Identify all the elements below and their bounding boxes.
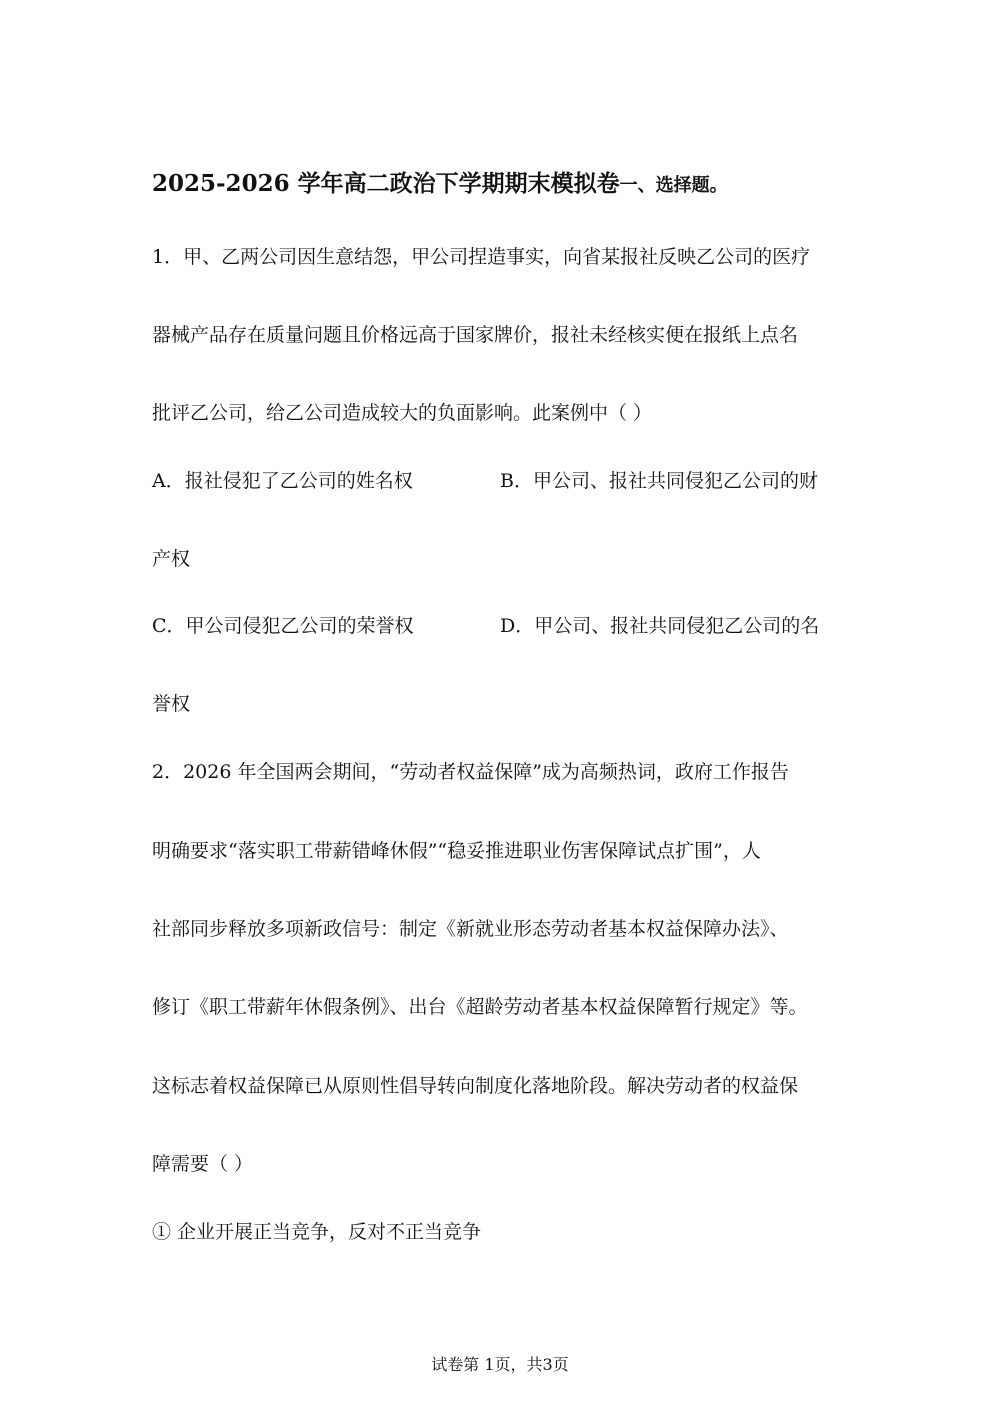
q1-option-c: C．甲公司侵犯乙公司的荣誉权: [152, 615, 414, 637]
q2-stem-line-6: 障需要（ ）: [152, 1153, 254, 1175]
q2-stem-line-1: 2．2026 年全国两会期间，“劳动者权益保障”成为高频热词，政府工作报告: [152, 761, 789, 783]
section-heading: 一、选择题。: [619, 175, 728, 196]
exam-title-main: 2025-2026 学年高二政治下学期期末模拟卷: [152, 170, 620, 197]
q1-stem-line-1: 1．甲、乙两公司因生意结怨，甲公司捏造事实，向省某报社反映乙公司的医疗: [152, 246, 811, 268]
exam-title: [152, 168, 728, 202]
q1-option-d: D．甲公司、报社共同侵犯乙公司的名: [500, 615, 820, 637]
q2-stem-line-4: 修订《职工带薪年休假条例》、出台《超龄劳动者基本权益保障暂行规定》等。: [152, 996, 808, 1018]
q1-option-d-continued: 誉权: [152, 693, 191, 715]
q2-item-1: ① 企业开展正当竞争，反对不正当竞争: [152, 1221, 482, 1243]
q1-stem-line-3: 批评乙公司，给乙公司造成较大的负面影响。此案例中（ ）: [152, 402, 653, 424]
q1-option-a: A．报社侵犯了乙公司的姓名权: [152, 470, 413, 492]
q1-stem-line-2: 器械产品存在质量问题且价格远高于国家牌价，报社未经核实便在报纸上点名: [152, 324, 799, 346]
q2-stem-line-5: 这标志着权益保障已从原则性倡导转向制度化落地阶段。解决劳动者的权益保: [152, 1075, 799, 1097]
q1-option-b: B．甲公司、报社共同侵犯乙公司的财: [500, 470, 818, 492]
page-footer: 试卷第 1页，共3页: [431, 1355, 569, 1374]
q2-stem-line-2: 明确要求“落实职工带薪错峰休假”“稳妥推进职业伤害保障试点扩围”，人: [152, 840, 761, 862]
q2-stem-line-3: 社部同步释放多项新政信号：制定《新就业形态劳动者基本权益保障办法》、: [152, 918, 789, 940]
q1-option-b-continued: 产权: [152, 548, 191, 570]
